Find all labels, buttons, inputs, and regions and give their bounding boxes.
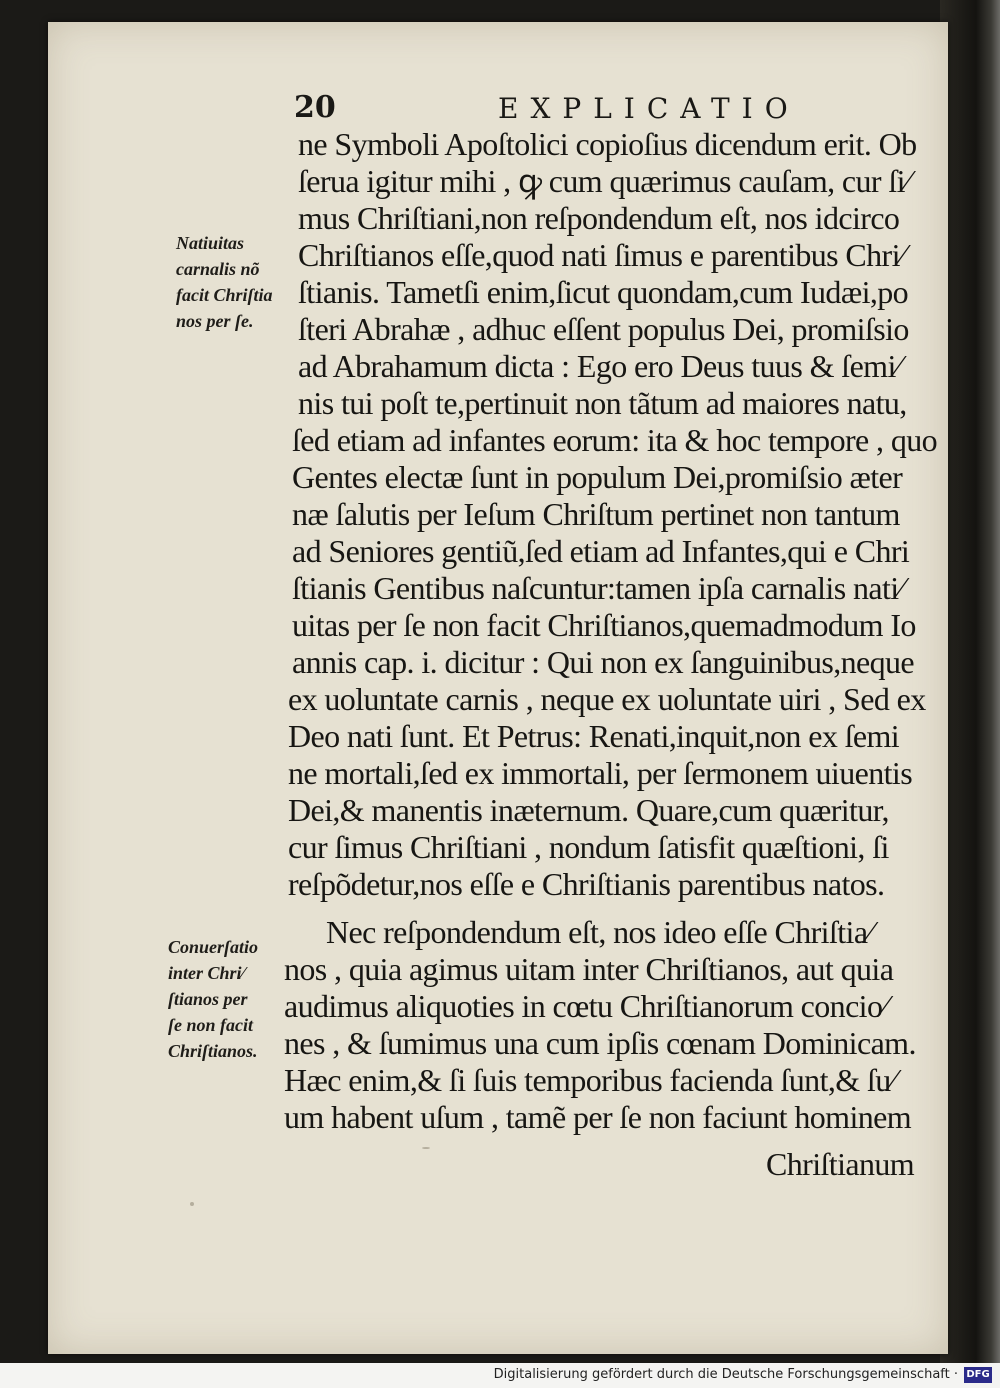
marginal-note-line: ſe non facit <box>168 1015 253 1035</box>
marginal-note-line: inter Chri⁄ <box>168 963 245 983</box>
text-line: næ ſalutis per Ieſum Chriſtum pertinet non tantum <box>292 496 900 532</box>
text-line: audimus aliquoties in cœtu Chriſtianorum concio⁄ <box>284 988 888 1024</box>
text-line: ſtianis Gentibus naſcuntur:tamen ipſa carnalis nati⁄ <box>292 570 904 606</box>
text-line: Dei,& manentis inæternum. Quare,cum quæritur, <box>288 792 889 828</box>
catchword: Chriſtianum <box>766 1146 915 1182</box>
marginal-note-line: carnalis nõ <box>176 259 260 279</box>
text-line: Nec reſpondendum eſt, nos ideo eſſe Chriſtia⁄ <box>326 914 873 950</box>
marginal-note-line: Natiuitas <box>176 233 245 253</box>
text-line: ad Seniores gentiũ,ſed etiam ad Infantes,qui e Chri <box>292 533 910 569</box>
text-line: ſtianis. Tametſi enim,ſicut quondam,cum Iudæi,po <box>298 274 909 310</box>
funding-credit: Digitalisierung gefördert durch die Deutsche Forschungsgemeinschaft · <box>493 1367 958 1382</box>
digitization-footer <box>0 1363 1000 1388</box>
text-line: uitas per ſe non facit Chriſtianos,quemadmodum Io <box>292 607 916 643</box>
text-line: mus Chriſtiani,non reſpondendum eſt, nos idcirco <box>298 200 900 236</box>
text-line: reſpõdetur,nos eſſe e Chriſtianis parentibus natos. <box>288 866 885 902</box>
marginal-note-line: facit Chriſtia <box>176 285 273 305</box>
text-line: cur ſimus Chriſtiani , nondum ſatisfit quæſtioni, ſi <box>288 829 889 865</box>
text-line: Chriſtianos eſſe,quod nati ſimus e parentibus Chri⁄ <box>298 237 905 273</box>
book-page <box>48 22 948 1354</box>
text-line: ſteri Abrahæ , adhuc eſſent populus Dei, promiſsio <box>298 311 909 347</box>
text-line: ſerua igitur mihi , ꝙ cum quærimus cauſam, cur ſi⁄ <box>298 163 910 199</box>
text-line: annis cap. i. dicitur : Qui non ex ſanguinibus,neque <box>292 644 915 680</box>
marginal-note-line: nos per ſe. <box>176 311 254 331</box>
marginal-note-line: Chriſtianos. <box>168 1041 258 1061</box>
marginal-note-line: ſtianos per <box>168 989 248 1009</box>
text-line: ad Abrahamum dicta : Ego ero Deus tuus & ſemi⁄ <box>298 348 901 384</box>
text-line: nes , & ſumimus una cum ipſis cœnam Dominicam. <box>284 1025 916 1061</box>
text-line: ex uoluntate carnis , neque ex uoluntate uiri , Sed ex <box>288 681 926 717</box>
page-number: 20 <box>294 90 336 125</box>
text-line: nos , quia agimus uitam inter Chriſtianos, aut quia <box>284 951 894 987</box>
main-text-block <box>48 126 948 1226</box>
text-line: Deo nati ſunt. Et Petrus: Renati,inquit,non ex ſemi <box>288 718 900 754</box>
ink-speck <box>422 1147 430 1149</box>
text-line: Gentes electæ ſunt in populum Dei,promiſsio æter <box>292 459 903 495</box>
text-line: um habent uſum , tamẽ per ſe non faciunt hominem <box>284 1099 912 1135</box>
marginal-note-line: Conuerſatio <box>168 937 259 957</box>
text-line: nis tui poſt te,pertinuit non tãtum ad maiores natu, <box>298 385 907 421</box>
text-line: ne Symboli Apoſtolici copioſius dicendum erit. Ob <box>298 126 917 162</box>
text-line: Hæc enim,& ſi ſuis temporibus facienda ſunt,& ſu⁄ <box>284 1062 896 1098</box>
ink-speck <box>190 1202 194 1206</box>
text-line: ne mortali,ſed ex immortali, per ſermonem uiuentis <box>288 755 913 791</box>
text-line: ſed etiam ad infantes eorum: ita & hoc tempore , quo <box>292 422 938 458</box>
dfg-logo-icon: DFG <box>964 1367 992 1383</box>
book-spine <box>940 0 1000 1388</box>
running-title: EXPLICATIO <box>498 92 800 125</box>
